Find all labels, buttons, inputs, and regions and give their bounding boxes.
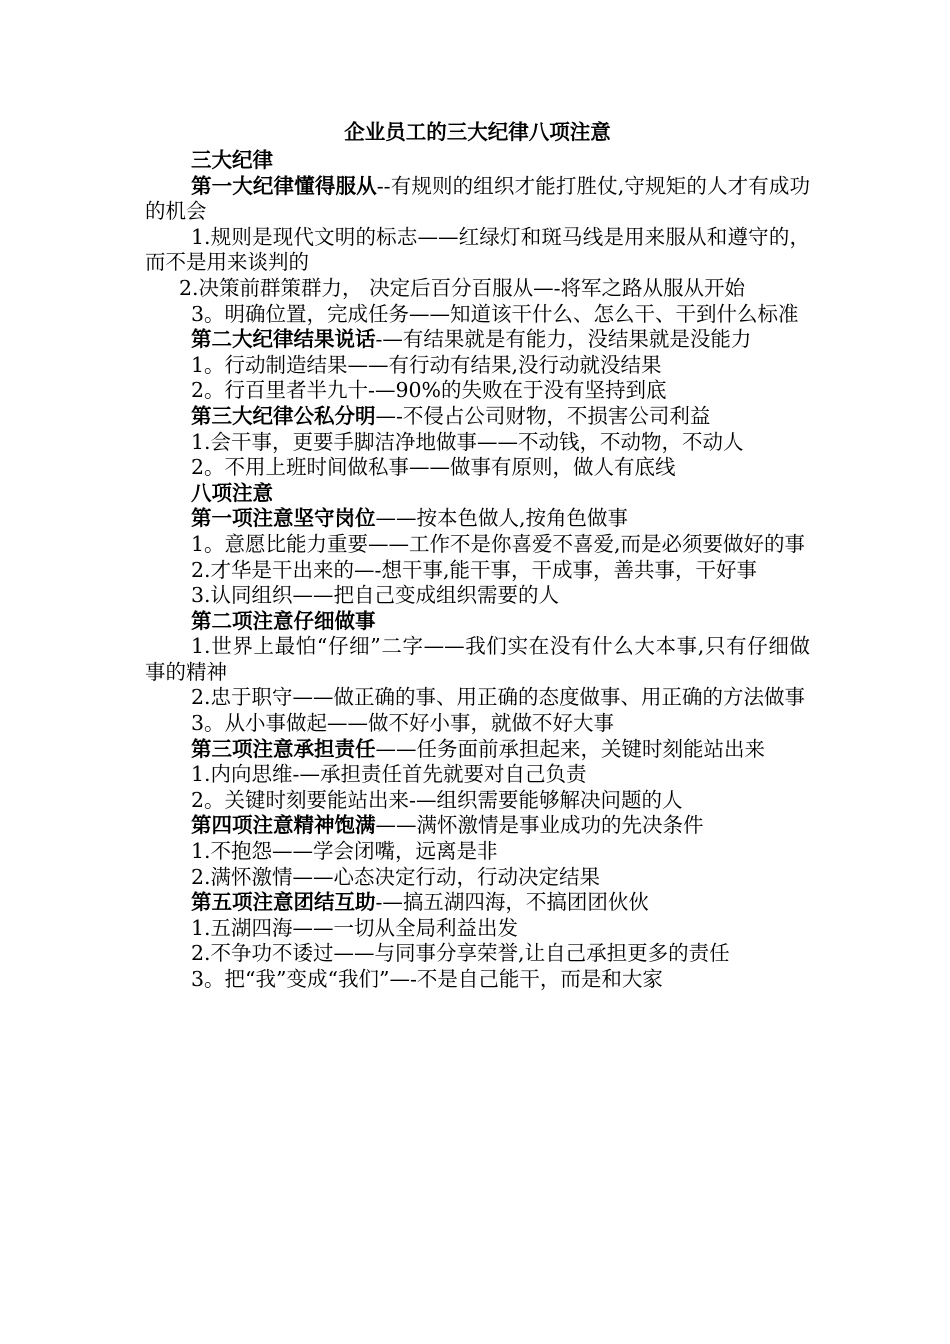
note-5-heading: 第五项注意团结互助 [191, 890, 376, 915]
discipline-2-heading: 第二大纪律结果说话 [191, 327, 376, 352]
discipline-2 [145, 327, 810, 353]
discipline-1 [145, 174, 810, 225]
discipline-3-heading: 第三大纪律公私分明 [191, 403, 376, 428]
note-1-item-3: 3.认同组织——把自己变成组织需要的人 [191, 583, 560, 608]
note-2-item-2: 2.忠于职守——做正确的事、用正确的态度做事、用正确的方法做事 [191, 685, 806, 710]
note-3-item-2: 2。关键时刻要能站出来-—组织需要能够解决问题的人 [191, 787, 683, 812]
discipline-1-item-3: 3。明确位置，完成任务——知道该干什么、怎么干、干到什么标准 [191, 301, 799, 326]
note-5 [145, 890, 810, 916]
document-title: 企业员工的三大纪律八项注意 [344, 120, 611, 144]
discipline-3-item-2: 2。不用上班时间做私事——做事有原则，做人有底线 [191, 455, 676, 480]
note-5-item-2: 2.不争功不诿过——与同事分享荣誉,让自己承担更多的责任 [191, 941, 730, 966]
note-4-item-1: 1.不抱怨——学会闭嘴，远离是非 [191, 839, 498, 864]
note-2-item-1: 1.世界上最怕“仔细”二字——我们实在没有什么大本事,只有仔细做事的精神 [145, 634, 810, 684]
note-3 [145, 737, 810, 763]
note-4-text: ——满怀激情是事业成功的先决条件 [375, 813, 704, 838]
section-heading-discipline: 三大纪律 [191, 148, 273, 172]
discipline-3-text: —-不侵占公司财物，不损害公司利益 [375, 403, 711, 428]
discipline-1-item-1: 1.规则是现代文明的标志——红绿灯和斑马线是用来服从和遵守的，而不是用来谈判的 [145, 224, 810, 275]
note-5-text: -—搞五湖四海，不搞团团伙伙 [375, 890, 649, 915]
section-heading-notes: 八项注意 [191, 480, 273, 505]
note-3-heading: 第三项注意承担责任 [191, 736, 376, 761]
note-1-text: ——按本色做人,按角色做事 [375, 506, 629, 531]
discipline-1-heading: 第一大纪律懂得服从 [191, 173, 377, 198]
note-4 [145, 813, 810, 839]
note-2-heading: 第二项注意仔细做事 [191, 608, 376, 633]
note-1-item-1: 1。意愿比能力重要——工作不是你喜爱不喜爱,而是必须要做好的事 [191, 531, 806, 556]
discipline-3-item-1: 1.会干事，更要手脚洁净地做事——不动钱，不动物，不动人 [191, 429, 744, 454]
note-2-item-3: 3。从小事做起——做不好小事，就做不好大事 [191, 711, 615, 736]
discipline-1-text: --有规则的组织才能打胜仗,守规矩的人才有成功的机会 [145, 173, 811, 224]
note-3-item-1: 1.内向思维-—承担责任首先就要对自己负责 [191, 762, 587, 787]
discipline-2-item-2: 2。行百里者半九十-—90%的失败在于没有坚持到底 [191, 378, 667, 403]
note-2 [145, 609, 810, 635]
note-4-item-2: 2.满怀激情——心态决定行动，行动决定结果 [191, 864, 601, 889]
discipline-3 [145, 404, 810, 430]
note-1-item-2: 2.才华是干出来的—-想干事,能干事，干成事，善共事，干好事 [191, 557, 758, 582]
note-1 [145, 506, 810, 532]
note-1-heading: 第一项注意坚守岗位 [191, 506, 376, 531]
note-5-item-1: 1.五湖四海——一切从全局利益出发 [191, 915, 519, 940]
note-3-text: ——任务面前承担起来，关键时刻能站出来 [375, 736, 765, 761]
note-4-heading: 第四项注意精神饱满 [191, 813, 376, 838]
note-5-item-3: 3。把“我”变成“我们”—-不是自己能干，而是和大家 [191, 967, 663, 991]
discipline-2-text: -—有结果就是有能力，没结果就是没能力 [375, 327, 752, 352]
discipline-2-item-1: 1。行动制造结果——有行动有结果,没行动就没结果 [191, 352, 662, 377]
discipline-1-item-2: 2.决策前群策群力， 决定后百分百服从—-将军之路从服从开始 [179, 275, 746, 300]
